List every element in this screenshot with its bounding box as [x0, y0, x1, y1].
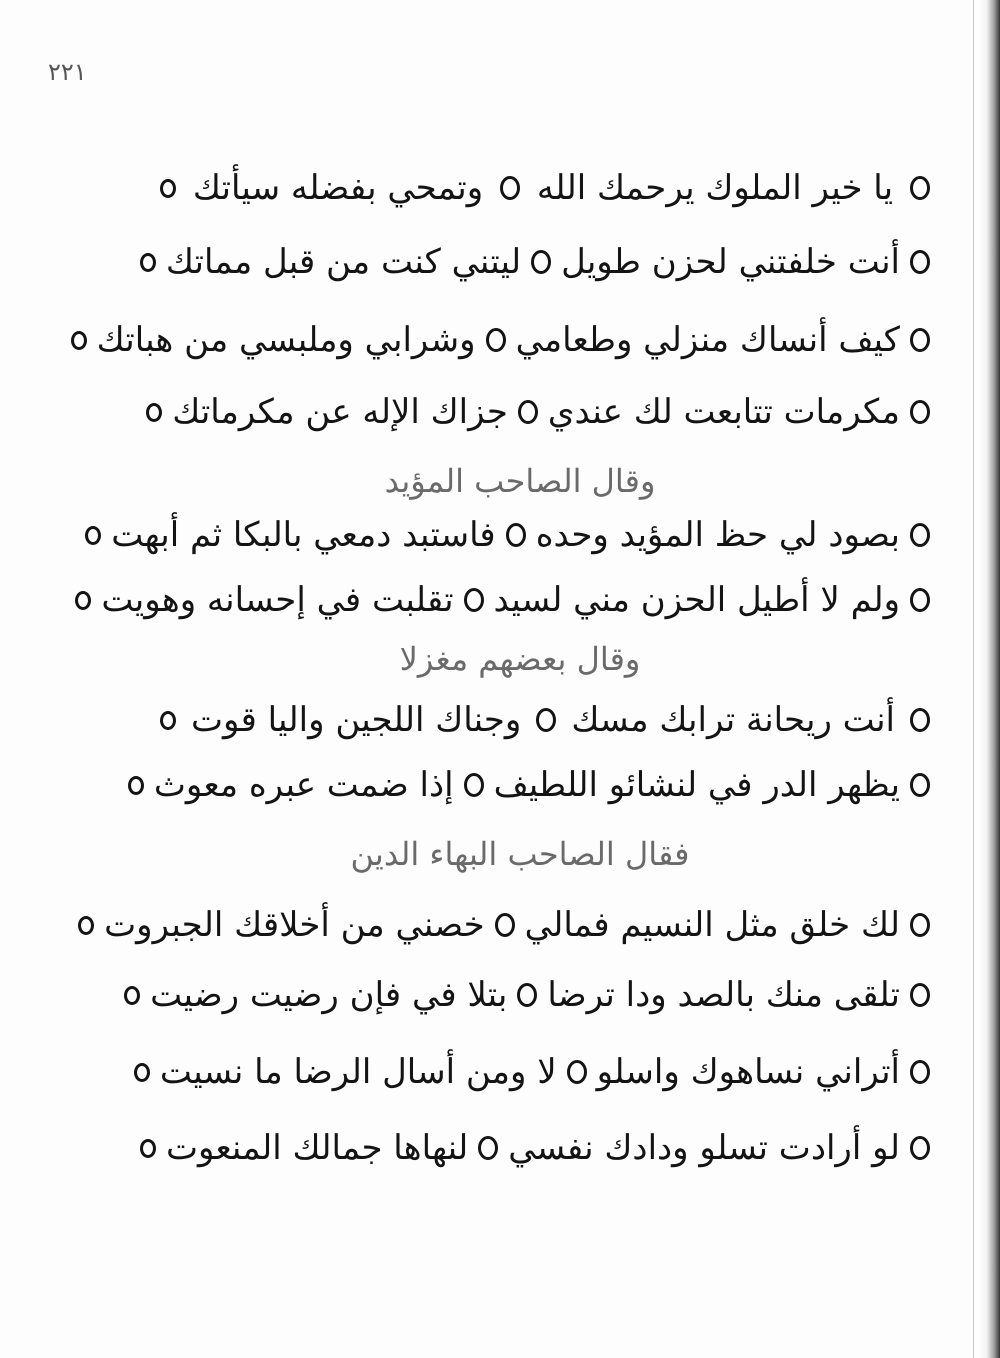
verse-separator-icon — [500, 176, 520, 200]
folio-number: ٢٢١ — [48, 58, 87, 86]
verse-line — [104, 905, 940, 945]
hemistich-left: ليتني كنت من قبل مماتك — [165, 242, 522, 282]
verse-marker-icon — [910, 773, 930, 797]
verse-line — [150, 168, 940, 208]
hemistich-right: بصود لي حظ المؤيد وحده — [535, 515, 900, 555]
verse-marker-icon — [160, 179, 176, 198]
verse-marker-icon — [124, 986, 140, 1005]
hemistich-left: تقلبت في إحسانه وهويت — [101, 580, 454, 620]
verse-marker-icon — [910, 708, 930, 732]
verse-separator-icon — [567, 1060, 587, 1084]
verse-separator-icon — [464, 588, 484, 612]
hemistich-right: لك خلق مثل النسيم فمالي — [524, 905, 900, 945]
verse-separator-icon — [518, 400, 538, 424]
verse-marker-icon — [71, 331, 87, 350]
verse-line — [111, 515, 940, 555]
hemistich-right: أنت خلفتني لحزن طويل — [561, 242, 900, 282]
hemistich-right: أنت ريحانة ترابك مسك — [571, 700, 895, 740]
hemistich-right: كيف أنساك منزلي وطعامي — [515, 320, 900, 360]
hemistich-right: تلقى منك بالصد ودا ترضا — [547, 975, 900, 1015]
scan-edge-shadow — [978, 0, 1000, 1358]
verse-marker-icon — [128, 776, 144, 795]
hemistich-left: وجناك اللجين واليا قوت — [191, 700, 522, 740]
hemistich-left: إذا ضمت عبره معوث — [153, 765, 454, 805]
verse-marker-icon — [140, 253, 156, 272]
verse-marker-icon — [910, 1136, 930, 1160]
section-heading: وقال بعضهم مغزلا — [399, 640, 641, 678]
hemistich-left: بتلا في فإن رضيت رضيت — [150, 975, 508, 1015]
hemistich-right: يظهر الدر في لنشائو اللطيف — [493, 765, 900, 805]
verse-separator-icon — [478, 1136, 498, 1160]
hemistich-left: خصني من أخلاقك الجبروت — [104, 905, 485, 945]
verse-marker-icon — [134, 1063, 150, 1082]
verse-marker-icon — [146, 403, 162, 422]
hemistich-right: ولم لا أطيل الحزن مني لسيد — [493, 580, 900, 620]
verse-line — [150, 1052, 940, 1092]
verse-separator-icon — [506, 523, 526, 547]
hemistich-right: يا خير الملوك يرحمك الله — [536, 168, 894, 208]
verse-marker-icon — [910, 588, 930, 612]
verse-separator-icon — [536, 708, 556, 732]
hemistich-left: وتمحي بفضله سيأتك — [192, 168, 484, 208]
verse-marker-icon — [910, 328, 930, 352]
verse-separator-icon — [495, 913, 515, 937]
section-heading: وقال الصاحب المؤيد — [384, 462, 656, 500]
verse-line — [96, 320, 940, 360]
verse-marker-icon — [160, 711, 176, 730]
hemistich-left: وشرابي وملبسي من هباتك — [96, 320, 476, 360]
verse-marker-icon — [910, 176, 930, 200]
verse-marker-icon — [910, 913, 930, 937]
verse-marker-icon — [85, 526, 101, 545]
verse-separator-icon — [531, 250, 551, 274]
hemistich-right: لو أرادت تسلو ودادك نفسي — [508, 1128, 900, 1168]
verse-line — [150, 975, 940, 1015]
verse-marker-icon — [140, 1139, 156, 1158]
hemistich-left: فاستبد دمعي بالبكا ثم أبهت — [111, 515, 496, 555]
verse-line — [150, 765, 940, 805]
hemistich-left: جزاك الإله عن مكرماتك — [172, 392, 508, 432]
verse-marker-icon — [910, 523, 930, 547]
verse-separator-icon — [464, 773, 484, 797]
verse-marker-icon — [78, 916, 94, 935]
verse-line — [150, 1128, 940, 1168]
verse-line — [150, 700, 940, 740]
verse-separator-icon — [517, 983, 537, 1007]
page-edge-line — [973, 0, 974, 1358]
verse-separator-icon — [486, 328, 506, 352]
verse-line — [150, 242, 940, 282]
verse-marker-icon — [910, 400, 930, 424]
verse-line — [101, 580, 940, 620]
hemistich-left: لا ومن أسال الرضا ما نسيت — [159, 1052, 557, 1092]
hemistich-left: لنهاها جمالك المنعوت — [165, 1128, 469, 1168]
verse-marker-icon — [910, 1060, 930, 1084]
verse-marker-icon — [75, 591, 91, 610]
verse-marker-icon — [910, 250, 930, 274]
section-heading: فقال الصاحب البهاء الدين — [350, 835, 690, 873]
verse-marker-icon — [910, 983, 930, 1007]
verse-line — [150, 392, 940, 432]
hemistich-right: مكرمات تتابعت لك عندي — [547, 392, 900, 432]
hemistich-right: أتراني نساهوك واسلو — [596, 1052, 900, 1092]
